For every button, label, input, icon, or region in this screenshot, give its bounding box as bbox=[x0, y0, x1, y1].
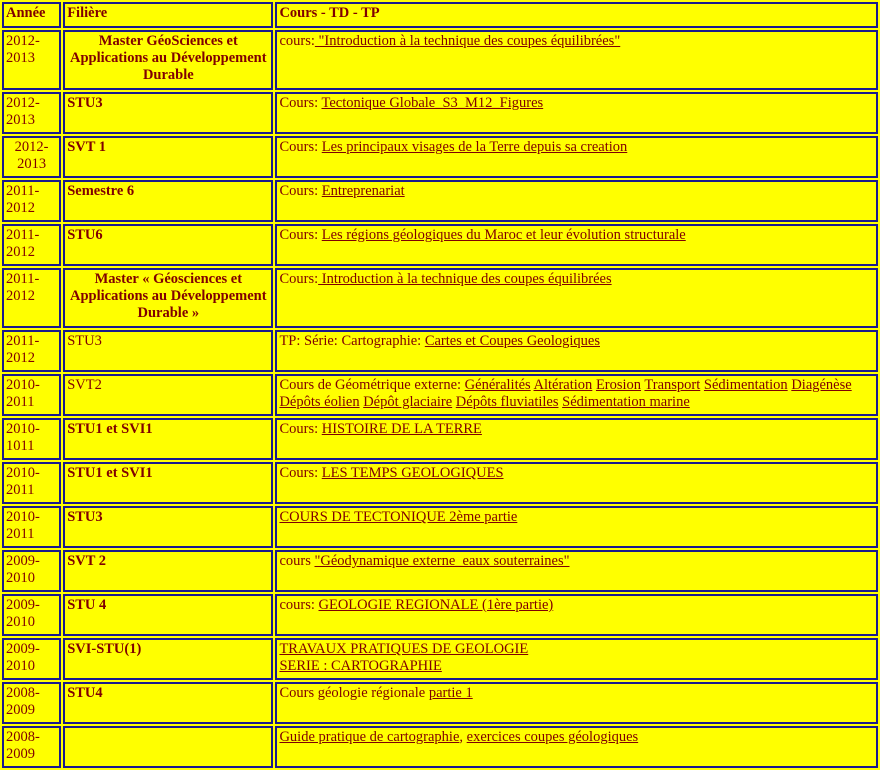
header-row bbox=[2, 2, 880, 28]
cell-courses bbox=[275, 682, 877, 724]
cell-filiere: STU 4 bbox=[63, 594, 273, 636]
cell-year: 2011-2012 bbox=[2, 330, 61, 372]
course-link[interactable]: Altération bbox=[534, 377, 593, 393]
course-text: Cours: bbox=[279, 421, 321, 437]
table-row bbox=[2, 330, 880, 372]
course-link[interactable]: COURS DE TECTONIQUE 2ème partie bbox=[279, 509, 517, 525]
table-body bbox=[2, 30, 880, 768]
course-link[interactable]: Cartes et Coupes Geologiques bbox=[425, 333, 600, 349]
cell-filiere: SVI-STU(1) bbox=[63, 638, 273, 680]
cell-filiere: Master « Géosciences et Applications au Développement Durable » bbox=[63, 268, 273, 328]
course-text: Cours de Géométrique externe: bbox=[279, 377, 464, 393]
cell-year: 2011-2012 bbox=[2, 268, 61, 328]
cell-filiere: STU1 et SVI1 bbox=[63, 462, 273, 504]
cell-year: 2010-2011 bbox=[2, 506, 61, 548]
course-text: Cours: bbox=[279, 271, 318, 287]
cell-courses bbox=[275, 418, 877, 460]
cell-courses bbox=[275, 638, 877, 680]
course-link[interactable]: Erosion bbox=[596, 377, 641, 393]
cell-courses bbox=[275, 506, 877, 548]
cell-courses bbox=[275, 462, 877, 504]
cell-courses bbox=[275, 30, 877, 90]
course-text: , bbox=[459, 729, 466, 745]
table-row bbox=[2, 92, 880, 134]
cell-year: 2009-2010 bbox=[2, 594, 61, 636]
table-row bbox=[2, 594, 880, 636]
course-text: cours: bbox=[279, 597, 318, 613]
course-text: Cours: bbox=[279, 139, 321, 155]
cell-year: 2012-2013 bbox=[2, 92, 61, 134]
cell-year: 2009-2010 bbox=[2, 550, 61, 592]
course-link[interactable]: Entreprenariat bbox=[322, 183, 405, 199]
table-row bbox=[2, 726, 880, 768]
cell-filiere bbox=[63, 726, 273, 768]
course-link[interactable]: TRAVAUX PRATIQUES DE GEOLOGIE bbox=[279, 641, 528, 657]
course-link[interactable]: partie 1 bbox=[429, 685, 473, 701]
header-filiere: Filière bbox=[63, 2, 273, 28]
cell-courses bbox=[275, 330, 877, 372]
cell-courses bbox=[275, 726, 877, 768]
table-row bbox=[2, 268, 880, 328]
course-link[interactable]: Introduction à la technique des coupes équilibrées bbox=[318, 271, 612, 287]
course-link[interactable]: Sédimentation bbox=[704, 377, 788, 393]
course-link[interactable]: Diagénèse bbox=[791, 377, 851, 393]
course-link[interactable]: Dépôts éolien bbox=[279, 394, 359, 410]
header-courses: Cours - TD - TP bbox=[275, 2, 877, 28]
cell-filiere: STU6 bbox=[63, 224, 273, 266]
cell-courses bbox=[275, 224, 877, 266]
table-row bbox=[2, 136, 880, 178]
table-row bbox=[2, 638, 880, 680]
cell-year: 2010-2011 bbox=[2, 374, 61, 416]
cell-year: 2008-2009 bbox=[2, 726, 61, 768]
cell-filiere: Semestre 6 bbox=[63, 180, 273, 222]
cell-courses bbox=[275, 136, 877, 178]
cell-year: 2008-2009 bbox=[2, 682, 61, 724]
course-text: Cours: bbox=[279, 465, 321, 481]
table-row bbox=[2, 682, 880, 724]
cell-filiere: STU3 bbox=[63, 92, 273, 134]
cell-courses bbox=[275, 550, 877, 592]
course-link[interactable]: exercices coupes géologiques bbox=[467, 729, 639, 745]
course-text: Cours: bbox=[279, 95, 321, 111]
table-row bbox=[2, 180, 880, 222]
course-text: Cours: bbox=[279, 183, 321, 199]
cell-courses bbox=[275, 180, 877, 222]
table-row bbox=[2, 224, 880, 266]
header-year: Année bbox=[2, 2, 61, 28]
course-link[interactable]: Transport bbox=[644, 377, 700, 393]
table-row bbox=[2, 550, 880, 592]
cell-filiere: SVT 2 bbox=[63, 550, 273, 592]
course-text: Cours géologie régionale bbox=[279, 685, 428, 701]
course-link[interactable]: Les principaux visages de la Terre depuis sa creation bbox=[322, 139, 628, 155]
cell-filiere: STU1 et SVI1 bbox=[63, 418, 273, 460]
cell-courses bbox=[275, 268, 877, 328]
cell-courses bbox=[275, 92, 877, 134]
cell-year: 2009-2010 bbox=[2, 638, 61, 680]
cell-filiere: SVT2 bbox=[63, 374, 273, 416]
course-text: Cours: bbox=[279, 227, 321, 243]
course-link[interactable]: Guide pratique de cartographie bbox=[279, 729, 459, 745]
course-link[interactable]: Sédimentation marine bbox=[562, 394, 690, 410]
table-row bbox=[2, 374, 880, 416]
cell-filiere: STU4 bbox=[63, 682, 273, 724]
cell-filiere: STU3 bbox=[63, 330, 273, 372]
cell-year: 2011-2012 bbox=[2, 180, 61, 222]
course-link[interactable]: HISTOIRE DE LA TERRE bbox=[322, 421, 482, 437]
cell-year: 2012-2013 bbox=[2, 136, 61, 178]
course-link[interactable]: Les régions géologiques du Maroc et leur évolution structurale bbox=[322, 227, 686, 243]
course-text: TP: Série: Cartographie: bbox=[279, 333, 424, 349]
table-row bbox=[2, 30, 880, 90]
table-row bbox=[2, 418, 880, 460]
course-text: cours bbox=[279, 553, 314, 569]
course-text: cours: bbox=[279, 33, 314, 49]
cell-filiere: SVT 1 bbox=[63, 136, 273, 178]
cell-filiere: STU3 bbox=[63, 506, 273, 548]
course-link[interactable]: SERIE : CARTOGRAPHIE bbox=[279, 658, 441, 674]
course-link[interactable]: "Introduction à la technique des coupes équilibrées" bbox=[315, 33, 620, 49]
cell-year: 2010-1011 bbox=[2, 418, 61, 460]
course-link[interactable]: Dépôts fluviatiles bbox=[456, 394, 559, 410]
cell-year: 2011-2012 bbox=[2, 224, 61, 266]
table-row bbox=[2, 506, 880, 548]
course-link[interactable]: "Géodynamique externe_eaux souterraines" bbox=[314, 553, 569, 569]
course-link[interactable]: Généralités bbox=[465, 377, 531, 393]
course-link[interactable]: LES TEMPS GEOLOGIQUES bbox=[322, 465, 504, 481]
course-link[interactable]: GEOLOGIE REGIONALE (1ère partie) bbox=[319, 597, 554, 613]
cell-courses bbox=[275, 374, 877, 416]
cell-courses bbox=[275, 594, 877, 636]
table-row bbox=[2, 462, 880, 504]
cell-filiere: Master GéoSciences et Applications au Développement Durable bbox=[63, 30, 273, 90]
course-link[interactable]: Dépôt glaciaire bbox=[363, 394, 452, 410]
cell-year: 2012-2013 bbox=[2, 30, 61, 90]
course-link[interactable]: Tectonique Globale_S3_M12_Figures bbox=[321, 95, 543, 111]
cell-year: 2010-2011 bbox=[2, 462, 61, 504]
